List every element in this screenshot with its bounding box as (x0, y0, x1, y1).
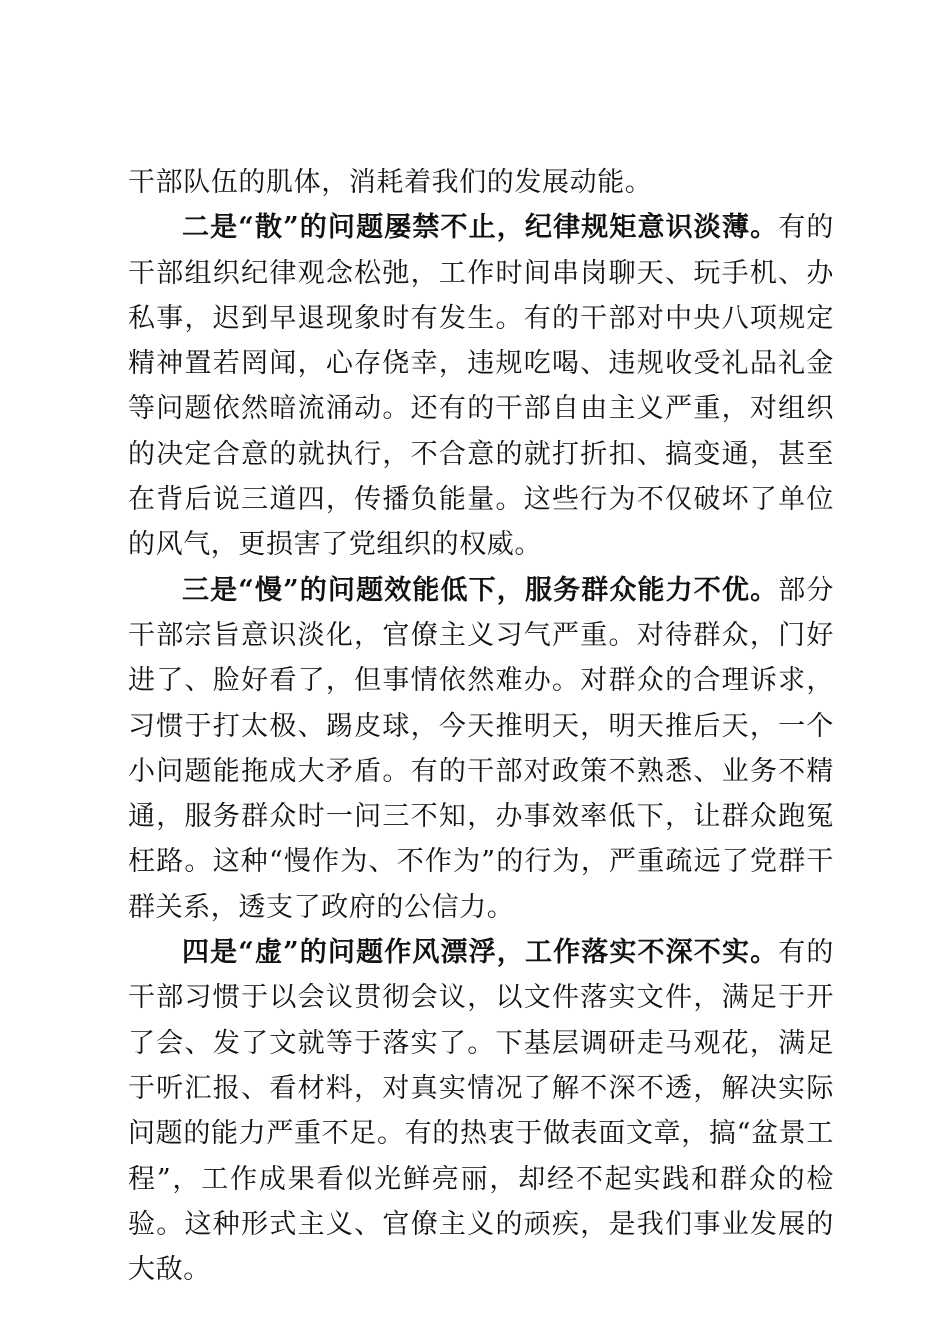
paragraph-san (128, 205, 834, 567)
paragraph-heading: 四是“虚”的问题作风漂浮，工作落实不深不实。 (182, 937, 779, 969)
paragraph-text: 部分干部宗旨意识淡化，官僚主义习气严重。对待群众，门好进了、脸好看了，但事情依然难办。对群众的合理诉求，习惯于打太极、踢皮球，今天推明天，明天推后天，一个小问题能拖成大矛盾。有的干部对政策不熟悉、业务不精通，服务群众时一问三不知，办事效率低下，让群众跑冤枉路。这种“慢作为、不作为”的行为，严重疏远了党群干群关系，透支了政府的公信力。 (128, 574, 834, 923)
paragraph-text: 有的干部组织纪律观念松弛，工作时间串岗聊天、玩手机、办私事，迟到早退现象时有发生。有的干部对中央八项规定精神置若罔闻，心存侥幸，违规吃喝、违规收受礼品礼金等问题依然暗流涌动。还有的干部自由主义严重，对组织的决定合意的就执行，不合意的就打折扣、搞变通，甚至在背后说三道四，传播负能量。这些行为不仅破坏了单位的风气，更损害了党组织的权威。 (128, 212, 834, 561)
paragraph-heading: 三是“慢”的问题效能低下，服务群众能力不优。 (182, 574, 779, 606)
document-body (128, 160, 834, 1292)
paragraph-xu (128, 930, 834, 1292)
paragraph-heading: 二是“散”的问题屡禁不止，纪律规矩意识淡薄。 (182, 212, 779, 244)
paragraph-text: 有的干部习惯于以会议贯彻会议，以文件落实文件，满足于开了会、发了文就等于落实了。下基层调研走马观花，满足于听汇报、看材料，对真实情况了解不深不透，解决实际问题的能力严重不足。有的热衷于做表面文章，搞“盆景工程”，工作成果看似光鲜亮丽，却经不起实践和群众的检验。这种形式主义、官僚主义的顽疾，是我们事业发展的大敌。 (128, 937, 834, 1286)
paragraph-man (128, 568, 834, 930)
paragraph-continuation (128, 160, 834, 205)
paragraph-text: 干部队伍的肌体，消耗着我们的发展动能。 (128, 167, 653, 198)
